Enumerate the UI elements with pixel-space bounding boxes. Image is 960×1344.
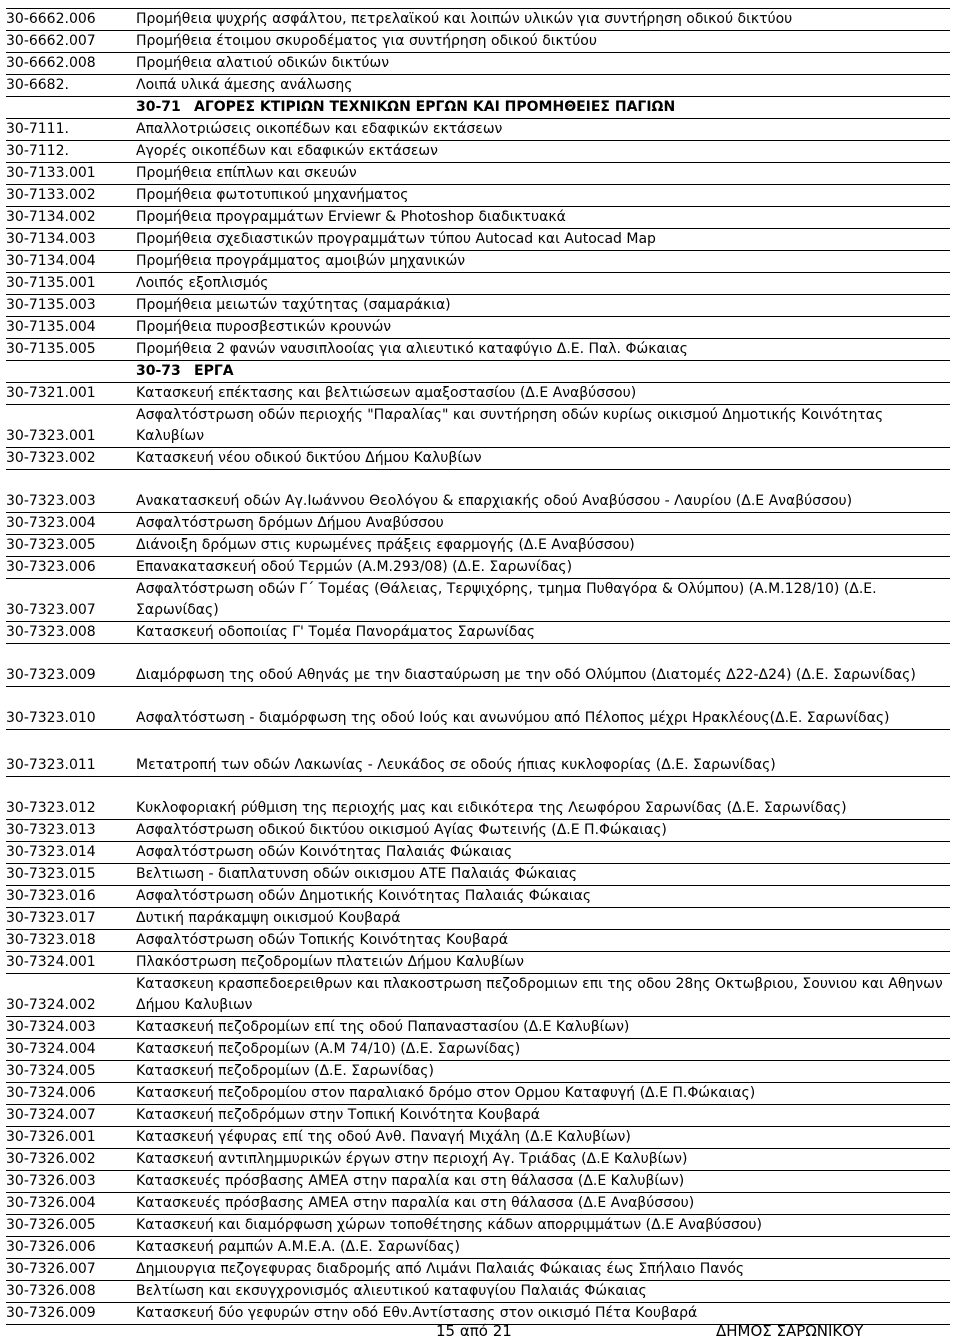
account-code: 30-7326.005 (6, 1215, 134, 1237)
account-description: Κατασκευή πεζοδρομίων (Α.Μ 74/10) (Δ.Ε. Σαρωνίδας) (134, 1039, 950, 1061)
account-description: Ασφαλτόστρωση δρόμων Δήμου Αναβύσσου (134, 513, 950, 535)
account-code: 30-7323.012 (6, 777, 134, 820)
account-code: 30-7326.007 (6, 1259, 134, 1281)
account-code: 30-7326.002 (6, 1149, 134, 1171)
table-row (6, 513, 950, 535)
account-description: Προμήθεια επίπλων και σκευών (134, 163, 950, 185)
table-row (6, 339, 950, 361)
table-row (6, 119, 950, 141)
table-row (6, 1215, 950, 1237)
section-title: ΕΡΓΑ (194, 363, 234, 379)
account-code: 30-7324.004 (6, 1039, 134, 1061)
table-row (6, 1281, 950, 1303)
section-code: 30-71 (136, 99, 181, 115)
account-description: Προμήθεια πυροσβεστικών κρουνών (134, 317, 950, 339)
table-row (6, 842, 950, 864)
account-description: Προμήθεια φωτοτυπικού μηχανήματος (134, 185, 950, 207)
table-row (6, 1083, 950, 1105)
account-code: 30-7135.005 (6, 339, 134, 361)
account-description: Επανακατασκευή οδού Τερμών (Α.Μ.293/08) (Δ.Ε. Σαρωνίδας) (134, 557, 950, 579)
account-code: 30-7324.006 (6, 1083, 134, 1105)
account-code: 30-7323.004 (6, 513, 134, 535)
table-row (6, 251, 950, 273)
account-code: 30-7323.001 (6, 405, 134, 448)
account-description: Απαλλοτριώσεις οικοπέδων και εδαφικών εκτάσεων (134, 119, 950, 141)
table-row (6, 864, 950, 886)
table-row (6, 1061, 950, 1083)
account-description: Δημιουργια πεζογεφυρας διαδρομής από Λιμάνι Παλαιάς Φώκαιας έως Σπήλαιο Πανός (134, 1259, 950, 1281)
account-description: Πλακόστρωση πεζοδρομίων πλατειών Δήμου Καλυβίων (134, 952, 950, 974)
table-row (6, 207, 950, 229)
table-row (6, 930, 950, 952)
account-description: Διάνοιξη δρόμων στις κυρωμένες πράξεις εφαρμογής (Δ.Ε Αναβύσσου) (134, 535, 950, 557)
table-row (6, 535, 950, 557)
account-code: 30-7323.006 (6, 557, 134, 579)
account-description: Κυκλοφοριακή ρύθμιση της περιοχής μας και ειδικότερα της Λεωφόρου Σαρωνίδας (Δ.Ε. Σαρωνίδας) (134, 777, 950, 820)
account-description: Κατασκευή πεζοδρομίου στον παραλιακό δρόμο στον Ορμου Καταφυγή (Δ.Ε Π.Φώκαιας) (134, 1083, 950, 1105)
table-row (6, 777, 950, 820)
account-code: 30-7326.003 (6, 1171, 134, 1193)
account-code: 30-7324.002 (6, 974, 134, 1017)
account-code: 30-7135.001 (6, 273, 134, 295)
account-description: Προμήθεια προγραμμάτων Erviewr & Photoshop διαδικτυακά (134, 207, 950, 229)
account-description: Κατασκευη κρασπεδοερειθρων και πλακοστρωση πεζοδρομιων επι της οδου 28ης Οκτωβριου, Σουνιου και Αθηνων Δήμου Καλυβιων (134, 974, 950, 1017)
account-code: 30-7326.006 (6, 1237, 134, 1259)
account-code: 30-7326.004 (6, 1193, 134, 1215)
account-description: Λοιπά υλικά άμεσης ανάλωσης (134, 75, 950, 97)
account-description: Ασφαλτόστρωση οδών Τοπικής Κοινότητας Κουβαρά (134, 930, 950, 952)
table-row (6, 295, 950, 317)
table-row (6, 383, 950, 405)
page-number: 15 από 21 (436, 1322, 512, 1340)
table-row (6, 273, 950, 295)
account-code: 30-7323.015 (6, 864, 134, 886)
table-row (6, 1149, 950, 1171)
account-description: Βελτιωση - διαπλατυνση οδών οικισμου ΑΤΕ Παλαιάς Φώκαιας (134, 864, 950, 886)
account-code: 30-7323.014 (6, 842, 134, 864)
account-description: Κατασκευή πεζοδρομίων (Δ.Ε. Σαρωνίδας) (134, 1061, 950, 1083)
account-description: Κατασκευή οδοποιίας Γ' Τομέα Πανοράματος Σαρωνίδας (134, 622, 950, 644)
table-row (6, 141, 950, 163)
account-code: 30-7111. (6, 119, 134, 141)
table-row (6, 1105, 950, 1127)
account-code (6, 361, 134, 383)
table-row (6, 974, 950, 1017)
account-code: 30-7323.007 (6, 579, 134, 622)
account-code: 30-7133.002 (6, 185, 134, 207)
table-row (6, 470, 950, 513)
account-description: Κατασκευή ραμπών Α.Μ.Ε.Α. (Δ.Ε. Σαρωνίδας) (134, 1237, 950, 1259)
table-row (6, 163, 950, 185)
account-description: Κατασκευές πρόσβασης ΑΜΕΑ στην παραλία και στη θάλασσα (Δ.Ε Αναβύσσου) (134, 1193, 950, 1215)
table-row (6, 405, 950, 448)
table-row (6, 229, 950, 251)
section-heading-row (6, 97, 950, 119)
account-code: 30-7324.003 (6, 1017, 134, 1039)
account-code: 30-7133.001 (6, 163, 134, 185)
account-description: Δυτική παράκαμψη οικισμού Κουβαρά (134, 908, 950, 930)
account-description: Ασφαλτόστρωση οδών περιοχής "Παραλίας" και συντήρηση οδών κυρίως οικισμού Δημοτικής Κοινότητας Καλυβίων (134, 405, 950, 448)
table-row (6, 579, 950, 622)
account-description: Κατασκευή και διαμόρφωση χώρων τοποθέτησης κάδων απορριμμάτων (Δ.Ε Αναβύσσου) (134, 1215, 950, 1237)
account-code: 30-7112. (6, 141, 134, 163)
account-description: Ασφαλτόστρωση οδών Γ΄ Τομέας (Θάλειας, Τερψιχόρης, τμημα Πυθαγόρα & Ολύμπου) (Α.Μ.128/10) (Δ.Ε. Σαρωνίδας) (134, 579, 950, 622)
table-row (6, 644, 950, 687)
account-description: Μετατροπή των οδών Λακωνίας - Λευκάδος σε οδούς ήπιας κυκλοφορίας (Δ.Ε. Σαρωνίδας) (134, 730, 950, 777)
table-row (6, 908, 950, 930)
account-description: Κατασκευή νέου οδικού δικτύου Δήμου Καλυβίων (134, 448, 950, 470)
account-description: Βελτίωση και εκσυγχρονισμός αλιευτικού καταφυγίου Παλαιάς Φώκαιας (134, 1281, 950, 1303)
account-description: Κατασκευή γέφυρας επί της οδού Ανθ. Παναγή Μιχάλη (Δ.Ε Καλυβίων) (134, 1127, 950, 1149)
account-code: 30-7323.002 (6, 448, 134, 470)
table-row (6, 557, 950, 579)
account-code: 30-7323.008 (6, 622, 134, 644)
account-description: Ασφαλτόστρωση οδών Κοινότητας Παλαιάς Φώκαιας (134, 842, 950, 864)
account-code: 30-7323.010 (6, 687, 134, 730)
account-description: Προμήθεια προγράμματος αμοιβών μηχανικών (134, 251, 950, 273)
account-code: 30-7326.001 (6, 1127, 134, 1149)
account-description: Ανακατασκευή οδών Αγ.Ιωάννου Θεολόγου & επαρχιακής οδού Αναβύσσου - Λαυρίου (Δ.Ε Αναβύσσου) (134, 470, 950, 513)
account-code: 30-7323.009 (6, 644, 134, 687)
table-row (6, 952, 950, 974)
account-description: Προμήθεια μειωτών ταχύτητας (σαμαράκια) (134, 295, 950, 317)
account-code: 30-7324.001 (6, 952, 134, 974)
account-code: 30-7324.007 (6, 1105, 134, 1127)
account-description: Κατασκευές πρόσβασης ΑΜΕΑ στην παραλία και στη θάλασσα (Δ.Ε Καλυβίων) (134, 1171, 950, 1193)
budget-table-container (6, 8, 950, 1325)
table-row (6, 820, 950, 842)
budget-table-body (6, 9, 950, 1325)
account-code: 30-7323.005 (6, 535, 134, 557)
table-row (6, 886, 950, 908)
account-code: 30-7323.016 (6, 886, 134, 908)
table-row (6, 687, 950, 730)
table-row (6, 53, 950, 75)
municipality-name: ΔΗΜΟΣ ΣΑΡΩΝΙΚΟΥ (716, 1322, 864, 1340)
account-code: 30-6662.006 (6, 9, 134, 31)
table-row (6, 1259, 950, 1281)
account-description: Προμήθεια 2 φανών ναυσιπλοοίας για αλιευτικό καταφύγιο Δ.Ε. Παλ. Φώκαιας (134, 339, 950, 361)
account-code: 30-7321.001 (6, 383, 134, 405)
account-code: 30-7326.009 (6, 1303, 134, 1325)
account-description (134, 361, 950, 383)
table-row (6, 185, 950, 207)
table-row (6, 31, 950, 53)
table-row (6, 1193, 950, 1215)
account-description: Ασφαλτόστρωση οδών Δημοτικής Κοινότητας Παλαιάς Φώκαιας (134, 886, 950, 908)
account-code: 30-6682. (6, 75, 134, 97)
account-code: 30-7135.004 (6, 317, 134, 339)
account-code: 30-7134.003 (6, 229, 134, 251)
section-code: 30-73 (136, 363, 181, 379)
account-description: Προμήθεια ψυχρής ασφάλτου, πετρελαϊκού και λοιπών υλικών για συντήρηση οδικού δικτύου (134, 9, 950, 31)
account-description: Προμήθεια σχεδιαστικών προγραμμάτων τύπου Autocad και Autocad Map (134, 229, 950, 251)
account-description (134, 97, 950, 119)
table-row (6, 1039, 950, 1061)
account-code: 30-7326.008 (6, 1281, 134, 1303)
account-description: Προμήθεια έτοιμου σκυροδέματος για συντήρηση οδικού δικτύου (134, 31, 950, 53)
account-description: Προμήθεια αλατιού οδικών δικτύων (134, 53, 950, 75)
account-code: 30-7323.017 (6, 908, 134, 930)
table-row (6, 75, 950, 97)
table-row (6, 9, 950, 31)
account-description: Ασφαλτόστωση - διαμόρφωση της οδού Ιούς και ανωνύμου από Πέλοπος μέχρι Ηρακλέους(Δ.Ε. Σαρωνίδας) (134, 687, 950, 730)
table-row (6, 1171, 950, 1193)
section-title: ΑΓΟΡΕΣ ΚΤΙΡΙΩΝ ΤΕΧΝΙΚΩΝ ΕΡΓΩΝ ΚΑΙ ΠΡΟΜΗΘΕΙΕΣ ΠΑΓΙΩΝ (194, 99, 676, 115)
account-code: 30-7323.018 (6, 930, 134, 952)
account-description: Διαμόρφωση της οδού Αθηνάς με την διασταύρωση με την οδό Ολύμπου (Διατομές Δ22-Δ24) (Δ.Ε. Σαρωνίδας) (134, 644, 950, 687)
table-row (6, 622, 950, 644)
account-code: 30-7323.011 (6, 730, 134, 777)
account-code: 30-7134.004 (6, 251, 134, 273)
budget-table (6, 8, 950, 1325)
account-description: Κατασκευή πεζοδρομίων επί της οδού Παπαναστασίου (Δ.Ε Καλυβίων) (134, 1017, 950, 1039)
account-code: 30-7135.003 (6, 295, 134, 317)
account-description: Κατασκευή δύο γεφυρών στην οδό Εθν.Αντίστασης στον οικισμό Πέτα Κουβαρά (134, 1303, 950, 1325)
table-row (6, 730, 950, 777)
table-row (6, 448, 950, 470)
table-row (6, 1237, 950, 1259)
table-row (6, 1017, 950, 1039)
account-description: Ασφαλτόστρωση οδικού δικτύου οικισμού Αγίας Φωτεινής (Δ.Ε Π.Φώκαιας) (134, 820, 950, 842)
account-code: 30-7323.003 (6, 470, 134, 513)
account-code: 30-6662.008 (6, 53, 134, 75)
account-code: 30-6662.007 (6, 31, 134, 53)
account-code: 30-7324.005 (6, 1061, 134, 1083)
table-row (6, 317, 950, 339)
account-description: Λοιπός εξοπλισμός (134, 273, 950, 295)
account-description: Κατασκευή επέκτασης και βελτιώσεων αμαξοστασίου (Δ.Ε Αναβύσσου) (134, 383, 950, 405)
account-description: Κατασκευή αντιπλημμυρικών έργων στην περιοχή Αγ. Τριάδας (Δ.Ε Καλυβίων) (134, 1149, 950, 1171)
account-description: Κατασκευή πεζοδρόμων στην Τοπική Κοινότητα Κουβαρά (134, 1105, 950, 1127)
section-heading-row (6, 361, 950, 383)
account-code: 30-7323.013 (6, 820, 134, 842)
account-code: 30-7134.002 (6, 207, 134, 229)
account-code (6, 97, 134, 119)
table-row (6, 1127, 950, 1149)
account-description: Αγορές οικοπέδων και εδαφικών εκτάσεων (134, 141, 950, 163)
